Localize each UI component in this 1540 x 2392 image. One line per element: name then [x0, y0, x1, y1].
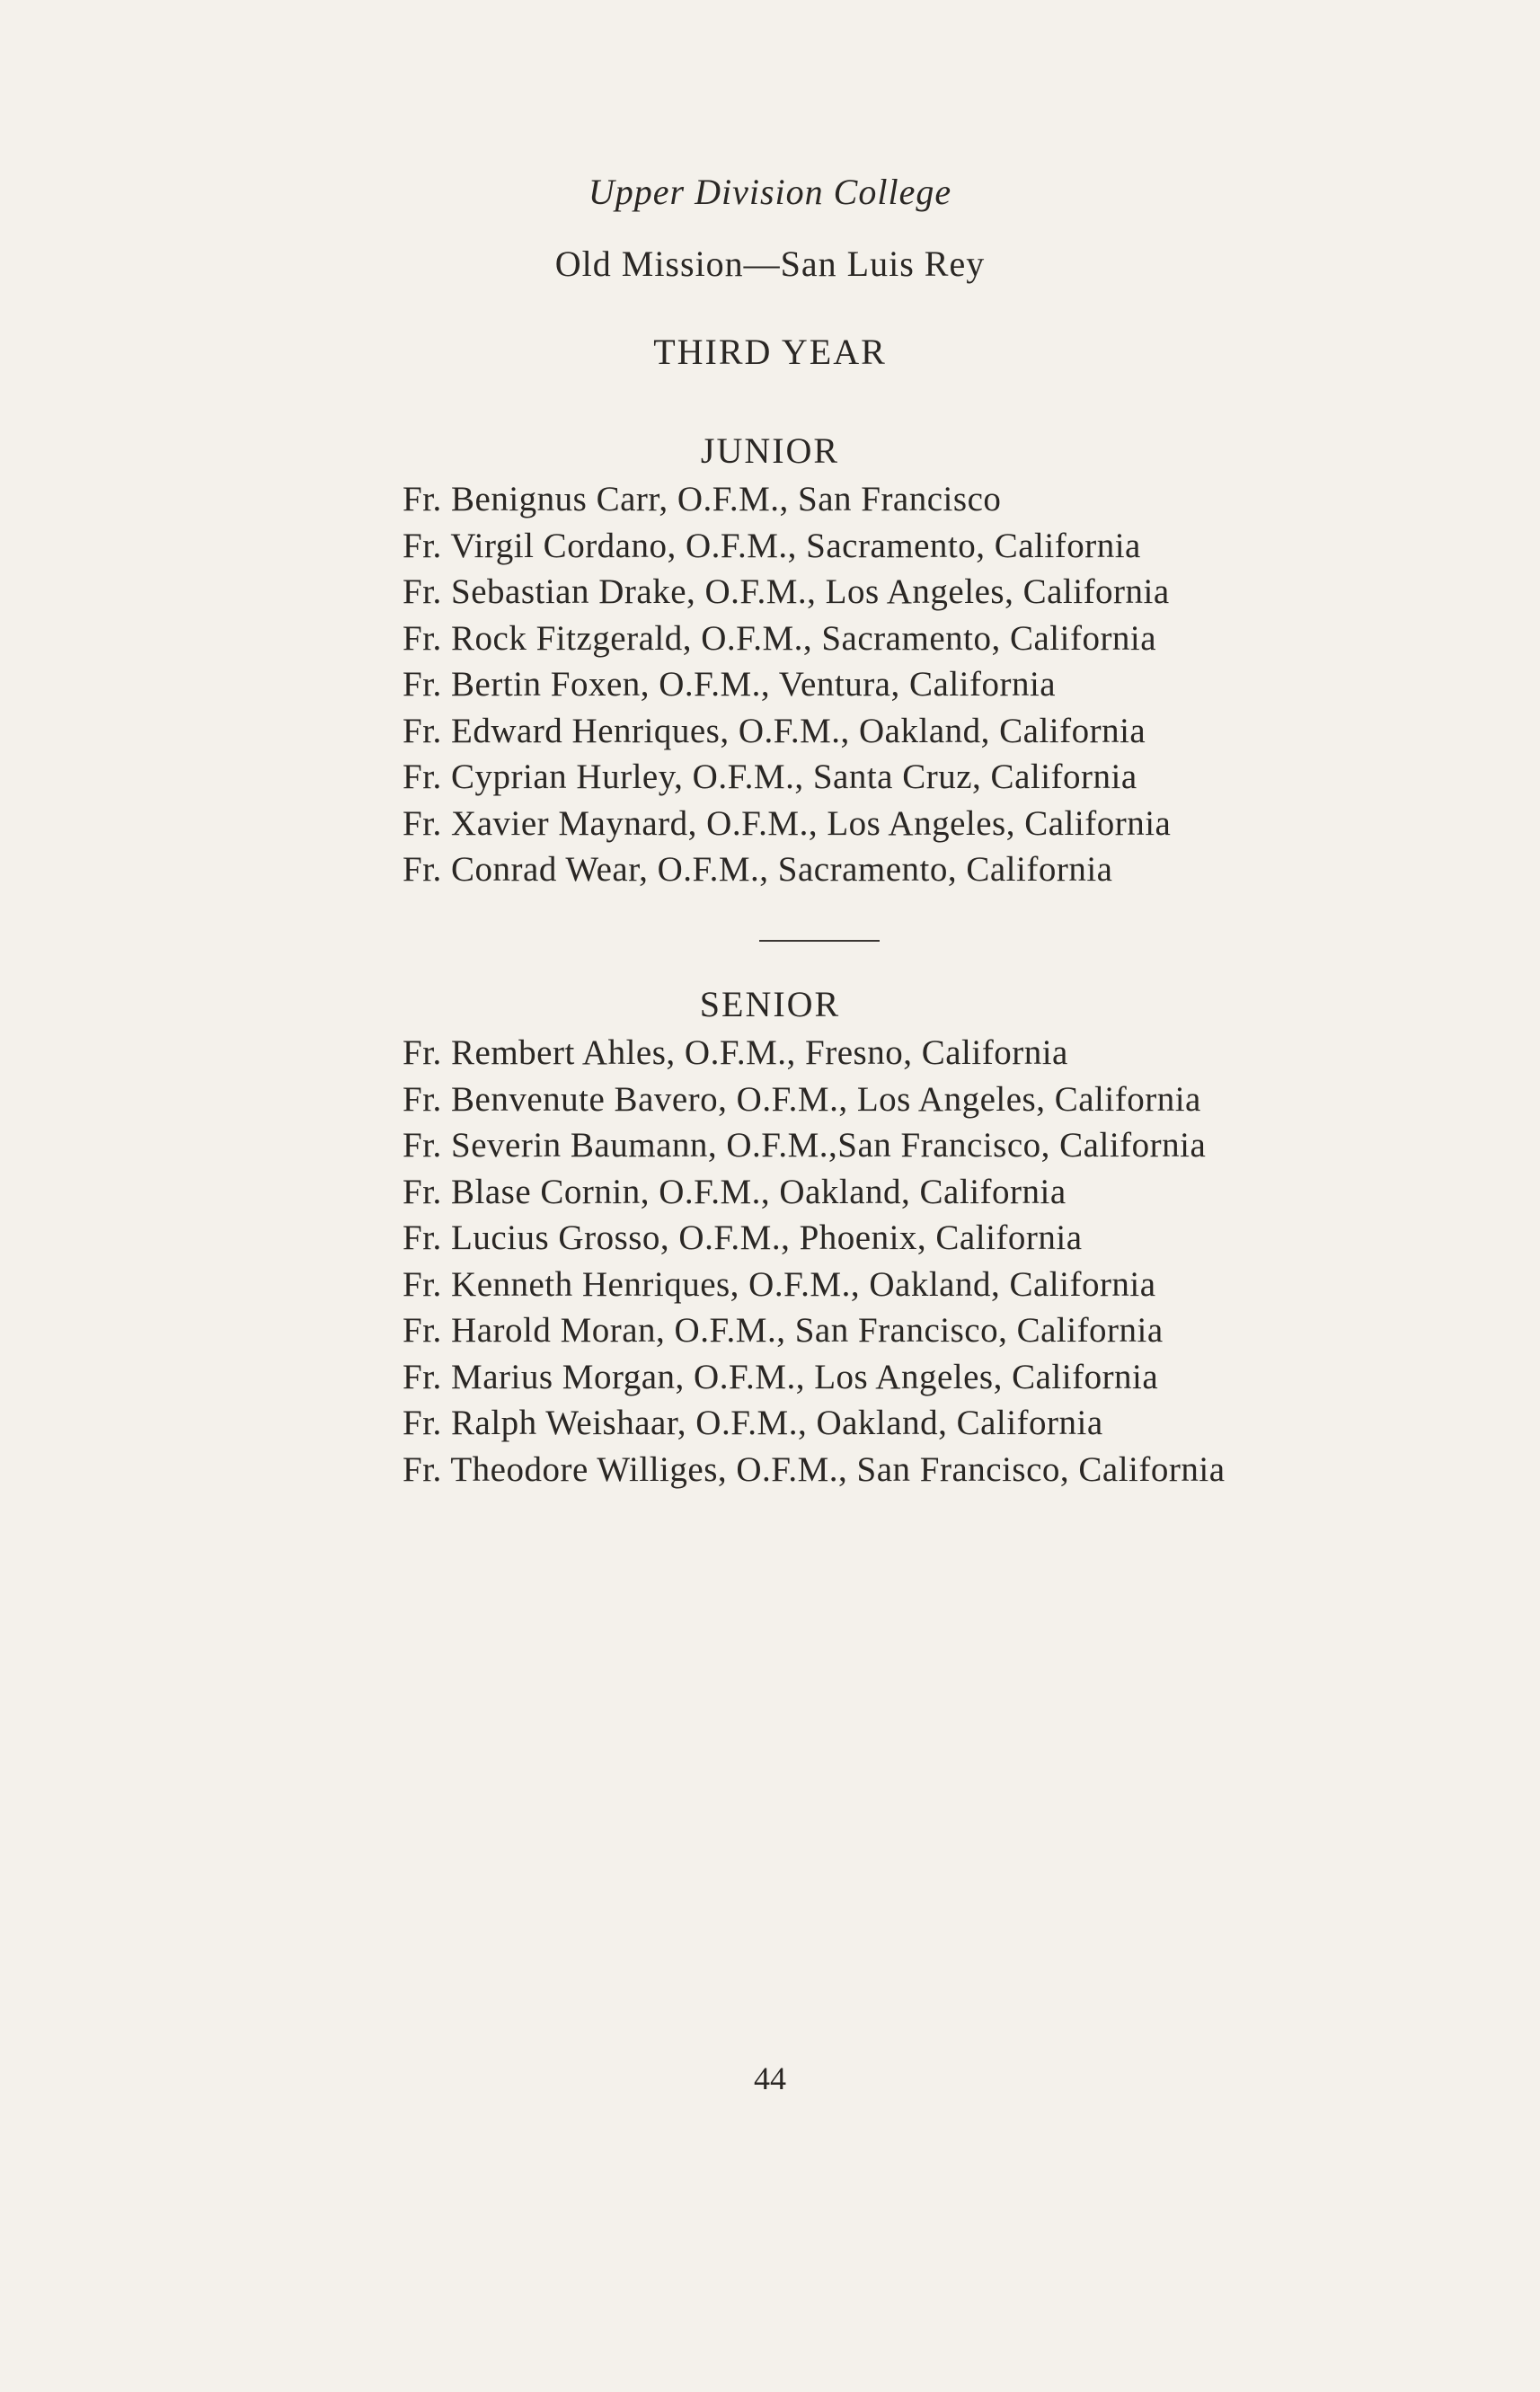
- college-title: Upper Division College: [588, 172, 952, 212]
- college-location: Old Mission—San Luis Rey: [554, 244, 986, 284]
- list-item: Fr. Benignus Carr, O.F.M., San Francisco: [403, 480, 1002, 518]
- list-item: Fr. Lucius Grosso, O.F.M., Phoenix, California: [403, 1218, 1083, 1257]
- list-item: Fr. Harold Moran, O.F.M., San Francisco, California: [403, 1311, 1164, 1350]
- junior-heading: JUNIOR: [700, 430, 840, 471]
- junior-list: [403, 476, 1481, 893]
- list-item: Fr. Benvenute Bavero, O.F.M., Los Angeles, California: [403, 1079, 1201, 1119]
- list-item: Fr. Ralph Weishaar, O.F.M., Oakland, California: [403, 1404, 1103, 1442]
- list-item: Fr. Theodore Williges, O.F.M., San Francisco, California: [403, 1449, 1226, 1489]
- senior-list: [403, 1030, 1481, 1493]
- year-heading: THIRD YEAR: [653, 332, 887, 372]
- list-item: Fr. Virgil Cordano, O.F.M., Sacramento, California: [403, 526, 1141, 565]
- list-item: Fr. Sebastian Drake, O.F.M., Los Angeles, California: [403, 572, 1170, 611]
- list-item: Fr. Xavier Maynard, O.F.M., Los Angeles, California: [403, 803, 1172, 843]
- section-divider: [759, 940, 880, 942]
- list-item: Fr. Bertin Foxen, O.F.M., Ventura, California: [403, 665, 1057, 704]
- list-item: Fr. Severin Baumann, O.F.M.,San Francisco, California: [403, 1126, 1207, 1165]
- page-number: 44: [754, 2060, 786, 2096]
- list-item: Fr. Kenneth Henriques, O.F.M., Oakland, California: [403, 1264, 1156, 1304]
- senior-heading: SENIOR: [699, 984, 841, 1024]
- list-item: Fr. Rembert Ahles, O.F.M., Fresno, California: [403, 1033, 1068, 1072]
- list-item: Fr. Rock Fitzgerald, O.F.M., Sacramento, California: [403, 618, 1157, 658]
- list-item: Fr. Edward Henriques, O.F.M., Oakland, California: [403, 711, 1146, 750]
- list-item: Fr. Cyprian Hurley, O.F.M., Santa Cruz, California: [403, 757, 1137, 796]
- list-item: Fr. Marius Morgan, O.F.M., Los Angeles, California: [403, 1357, 1159, 1396]
- list-item: Fr. Conrad Wear, O.F.M., Sacramento, California: [403, 850, 1113, 889]
- list-item: Fr. Blase Cornin, O.F.M., Oakland, California: [403, 1172, 1066, 1211]
